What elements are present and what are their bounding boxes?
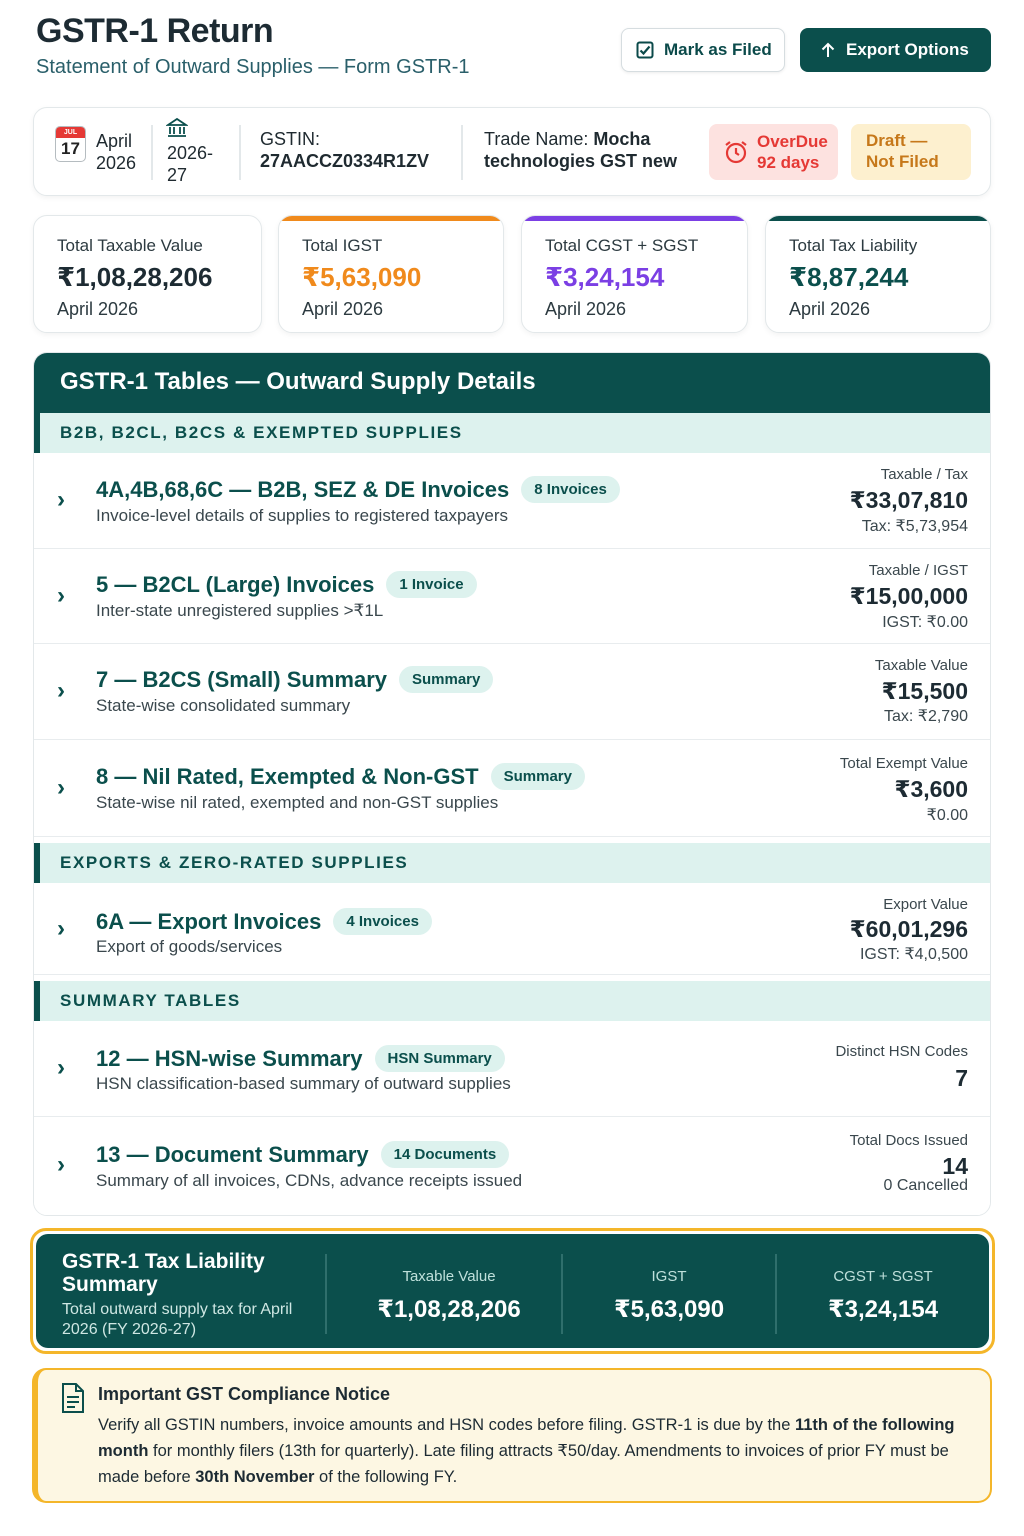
card-accent-bar xyxy=(279,216,503,221)
table-row[interactable] xyxy=(34,883,990,975)
chevron-right-icon: › xyxy=(57,915,65,942)
divider xyxy=(239,125,241,180)
summary-label: Taxable Value xyxy=(402,1268,496,1285)
trade-name-block xyxy=(484,128,677,172)
row-value-label: Taxable / Tax xyxy=(880,466,968,483)
row-sub-value: Tax: ₹2,790 xyxy=(883,708,968,725)
notice-text: for monthly filers (13th for quarterly). Late filing attracts ₹50/day. Amendments to invoices of prior FY must be made before xyxy=(98,1442,949,1486)
row-title: 13 — Document Summary xyxy=(96,1141,369,1167)
trade-name-label: Trade Name: xyxy=(484,129,589,149)
row-title: 7 — B2CS (Small) Summary xyxy=(96,666,387,692)
gstin-value: 27AACCZ0334R1ZV xyxy=(260,151,430,171)
bank-icon xyxy=(166,117,188,139)
trade-name-value-1: Mocha xyxy=(593,129,651,149)
card-total-igst xyxy=(278,215,504,333)
row-sub-value: IGST: ₹4,0,500 xyxy=(859,946,968,963)
table-row[interactable] xyxy=(34,644,990,740)
mark-as-filed-button[interactable] xyxy=(621,28,785,72)
row-title: 4A,4B,68,6C — B2B, SEZ & DE Invoices xyxy=(96,476,510,502)
row-description: Invoice-level details of supplies to registered taxpayers xyxy=(96,506,508,525)
row-description: Summary of all invoices, CDNs, advance receipts issued xyxy=(96,1171,523,1190)
export-options-button[interactable] xyxy=(800,28,991,72)
chevron-right-icon: › xyxy=(57,486,65,513)
fy-line1: 2026- xyxy=(167,143,214,163)
card-value: ₹3,24,154 xyxy=(545,262,665,292)
gstin-label: GSTIN: xyxy=(260,129,321,149)
summary-label: CGST + SGST xyxy=(833,1268,933,1285)
table-row[interactable] xyxy=(34,740,990,837)
draft-label: Draft — xyxy=(866,131,928,150)
row-description: Inter-state unregistered supplies >₹1L xyxy=(96,601,384,620)
row-count-pill: Summary xyxy=(491,763,585,790)
chevron-right-icon: › xyxy=(57,1054,65,1081)
financial-year xyxy=(167,142,213,186)
row-value-label: Total Docs Issued xyxy=(849,1132,968,1149)
chevron-right-icon: › xyxy=(57,1151,65,1178)
row-title: 12 — HSN-wise Summary xyxy=(96,1045,363,1071)
row-sub-value: ₹0.00 xyxy=(926,807,968,824)
row-value-label: Taxable / IGST xyxy=(868,562,968,579)
summary-taxable-value xyxy=(336,1268,562,1324)
row-value: ₹15,00,000 xyxy=(849,583,968,609)
chevron-right-icon: › xyxy=(57,774,65,801)
panel-title: GSTR-1 Tables — Outward Supply Details xyxy=(34,353,990,413)
row-description: State-wise consolidated summary xyxy=(96,696,351,715)
row-count-pill: 8 Invoices xyxy=(521,476,620,503)
notice-text: of the following FY. xyxy=(314,1468,458,1486)
notice-emphasis: 30th November xyxy=(195,1468,315,1486)
page-title: GSTR-1 Return xyxy=(36,12,274,50)
row-count-pill: 14 Documents xyxy=(381,1141,510,1168)
mark-as-filed-label: Mark as Filed xyxy=(664,40,772,59)
calendar-month: JUL xyxy=(56,127,85,138)
checkbox-icon xyxy=(636,41,654,59)
summary-value: ₹5,63,090 xyxy=(613,1296,725,1323)
period-year: 2026 xyxy=(96,153,137,173)
row-value-label: Taxable Value xyxy=(874,657,968,674)
chevron-right-icon: › xyxy=(57,677,65,704)
summary-title: GSTR-1 Tax Liability Summary xyxy=(62,1250,265,1296)
section-header: EXPORTS & ZERO-RATED SUPPLIES xyxy=(34,843,990,883)
card-total-taxable-value xyxy=(33,215,262,333)
fy-line2: 27 xyxy=(167,165,188,185)
section-header: SUMMARY TABLES xyxy=(34,981,990,1021)
gstin-block xyxy=(260,128,429,172)
row-sub-value: IGST: ₹0.00 xyxy=(882,614,968,631)
export-options-label: Export Options xyxy=(846,40,969,59)
card-label: Total CGST + SGST xyxy=(545,236,699,255)
row-sub-value: Tax: ₹5,73,954 xyxy=(861,518,968,535)
row-count-pill: Summary xyxy=(399,666,493,693)
overdue-label: OverDue xyxy=(757,132,828,151)
not-filed-label: Not Filed xyxy=(866,152,939,171)
draft-status-badge xyxy=(851,124,971,180)
row-value: 14 xyxy=(942,1153,968,1179)
summary-igst xyxy=(562,1268,776,1324)
row-title: 6A — Export Invoices xyxy=(96,908,322,934)
row-title: 8 — Nil Rated, Exempted & Non-GST xyxy=(96,763,479,789)
row-value: ₹15,500 xyxy=(881,678,968,704)
card-label: Total IGST xyxy=(302,236,383,255)
overdue-badge xyxy=(709,124,838,180)
card-label: Total Tax Liability xyxy=(789,236,918,255)
notice-body xyxy=(98,1412,978,1490)
row-value-label: Export Value xyxy=(883,896,968,913)
card-period: April 2026 xyxy=(545,299,627,319)
row-value: 7 xyxy=(955,1065,968,1091)
table-row[interactable] xyxy=(34,1117,990,1216)
period-month: April xyxy=(96,131,133,151)
page-subtitle: Statement of Outward Supplies — Form GSTR-1 xyxy=(36,56,470,78)
summary-cgst-sgst xyxy=(776,1268,990,1324)
card-period: April 2026 xyxy=(57,299,139,319)
summary-value: ₹1,08,28,206 xyxy=(377,1296,521,1323)
card-value: ₹1,08,28,206 xyxy=(57,262,213,292)
row-count-pill: 1 Invoice xyxy=(386,571,476,598)
calendar-day: 17 xyxy=(61,139,80,158)
card-total-cgst-sgst xyxy=(521,215,748,333)
section-header: B2B, B2CL, B2CS & EXEMPTED SUPPLIES xyxy=(34,413,990,453)
row-description: Export of goods/services xyxy=(96,937,283,956)
row-value-label: Distinct HSN Codes xyxy=(835,1043,968,1060)
summary-label: IGST xyxy=(651,1268,687,1285)
overdue-days: 92 days xyxy=(757,153,820,172)
row-value-label: Total Exempt Value xyxy=(839,755,968,772)
table-row[interactable] xyxy=(34,549,990,644)
row-value: ₹33,07,810 xyxy=(849,487,968,513)
card-period: April 2026 xyxy=(302,299,384,319)
divider xyxy=(151,125,153,180)
table-row[interactable] xyxy=(34,1021,990,1117)
row-count-pill: 4 Invoices xyxy=(333,908,432,935)
return-period xyxy=(96,130,136,174)
notice-text: Verify all GSTIN numbers, invoice amounts and HSN codes before filing. GSTR-1 is due by the xyxy=(98,1416,795,1434)
summary-description: Total outward supply tax for April 2026 (FY 2026-27) xyxy=(62,1301,293,1338)
card-accent-bar xyxy=(522,216,747,221)
row-description: State-wise nil rated, exempted and non-GST supplies xyxy=(96,793,499,812)
alarm-clock-icon xyxy=(723,139,749,165)
divider xyxy=(325,1254,327,1334)
summary-value: ₹3,24,154 xyxy=(827,1296,939,1323)
document-icon xyxy=(60,1382,86,1414)
row-value: ₹60,01,296 xyxy=(849,916,968,942)
calendar-icon xyxy=(55,126,86,162)
card-period: April 2026 xyxy=(789,299,871,319)
card-value: ₹5,63,090 xyxy=(302,262,422,292)
tax-liability-summary xyxy=(30,1228,995,1354)
card-accent-bar xyxy=(766,216,990,221)
card-total-tax-liability xyxy=(765,215,991,333)
divider xyxy=(461,125,463,180)
row-value: ₹3,600 xyxy=(894,776,968,802)
row-sub-value: 0 Cancelled xyxy=(883,1177,968,1194)
arrow-up-icon xyxy=(820,41,836,59)
compliance-notice xyxy=(32,1368,992,1503)
notice-title: Important GST Compliance Notice xyxy=(98,1384,391,1404)
trade-name-value-2: technologies GST new xyxy=(484,151,678,171)
row-count-pill: HSN Summary xyxy=(375,1045,505,1072)
gstr1-tables-panel xyxy=(33,352,991,1216)
notice-emphasis: 11th of the following month xyxy=(98,1416,955,1460)
card-value: ₹8,87,244 xyxy=(789,262,909,292)
row-title: 5 — B2CL (Large) Invoices xyxy=(96,571,375,597)
table-row[interactable] xyxy=(34,453,990,549)
chevron-right-icon: › xyxy=(57,582,65,609)
row-description: HSN classification-based summary of outward supplies xyxy=(96,1074,511,1093)
card-label: Total Taxable Value xyxy=(57,236,203,255)
